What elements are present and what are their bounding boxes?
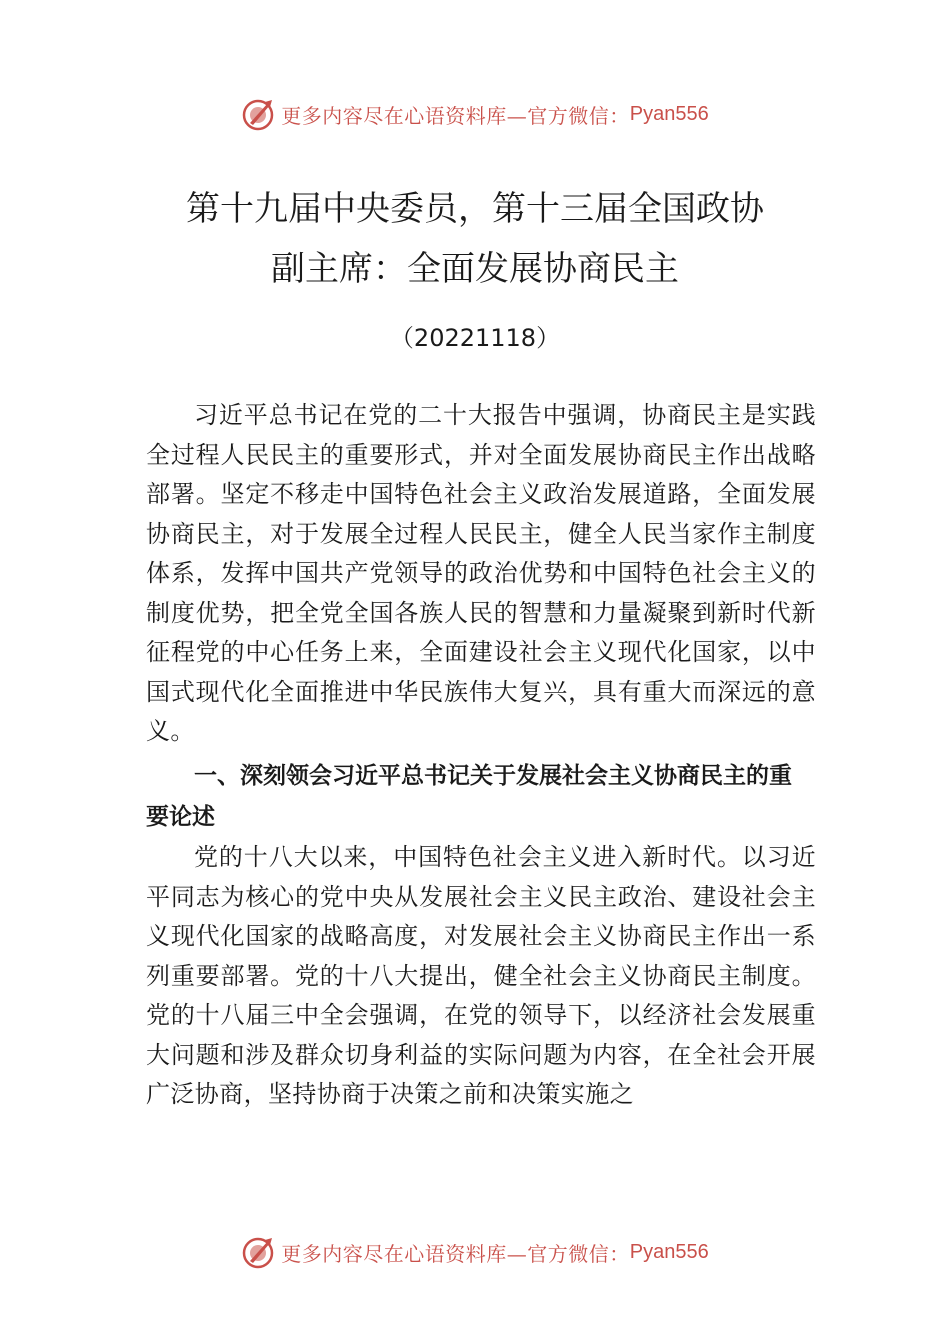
quill-seal-icon [241, 97, 275, 131]
title-line-1: 第十九届中央委员，第十三届全国政协 [186, 189, 764, 229]
header-banner [0, 94, 950, 134]
banner-wechat-id: Pyan556 [629, 102, 709, 125]
footer-banner [0, 1232, 950, 1272]
section-heading-1: 一、深刻领会习近平总书记关于发展社会主义协商民主的重要论述 [146, 763, 792, 830]
body-paragraph-1: 习近平总书记在党的二十大报告中强调，协商民主是实践全过程人民民主的重要形式，并对全面发展协商民主作出战略部署。坚定不移走中国特色社会主义政治发展道路，全面发展协商民主，对于发展全过程人民民主，健全人民当家作主制度体系，发挥中国共产党领导的政治优势和中国特色社会主义的制度优势，把全党全国各族人民的智慧和力量凝聚到新时代新征程党的中心任务上来，全面建设社会主义现代化国家，以中国式现代化全面推进中华民族伟大复兴，具有重大而深远的意义。 [146, 401, 816, 745]
title-line-2: 副主席：全面发展协商民主 [271, 249, 679, 289]
banner-text: 更多内容尽在心语资料库—官方微信： [281, 103, 630, 128]
banner-wechat-id: Pyan556 [629, 1240, 709, 1263]
quill-seal-icon [241, 1235, 275, 1269]
body-paragraph-2: 党的十八大以来，中国特色社会主义进入新时代。以习近平同志为核心的党中央从发展社会主义民主政治、建设社会主义现代化国家的战略高度，对发展社会主义协商民主作出一系列重要部署。党的十八大提出，健全社会主义协商民主制度。党的十八届三中全会强调，在党的领导下，以经济社会发展重大问题和涉及群众切身利益的实际问题为内容，在全社会开展广泛协商，坚持协商于决策之前和决策实施之 [146, 843, 816, 1108]
banner-text: 更多内容尽在心语资料库—官方微信： [281, 1241, 630, 1266]
document-date: （20221118） [389, 324, 561, 352]
